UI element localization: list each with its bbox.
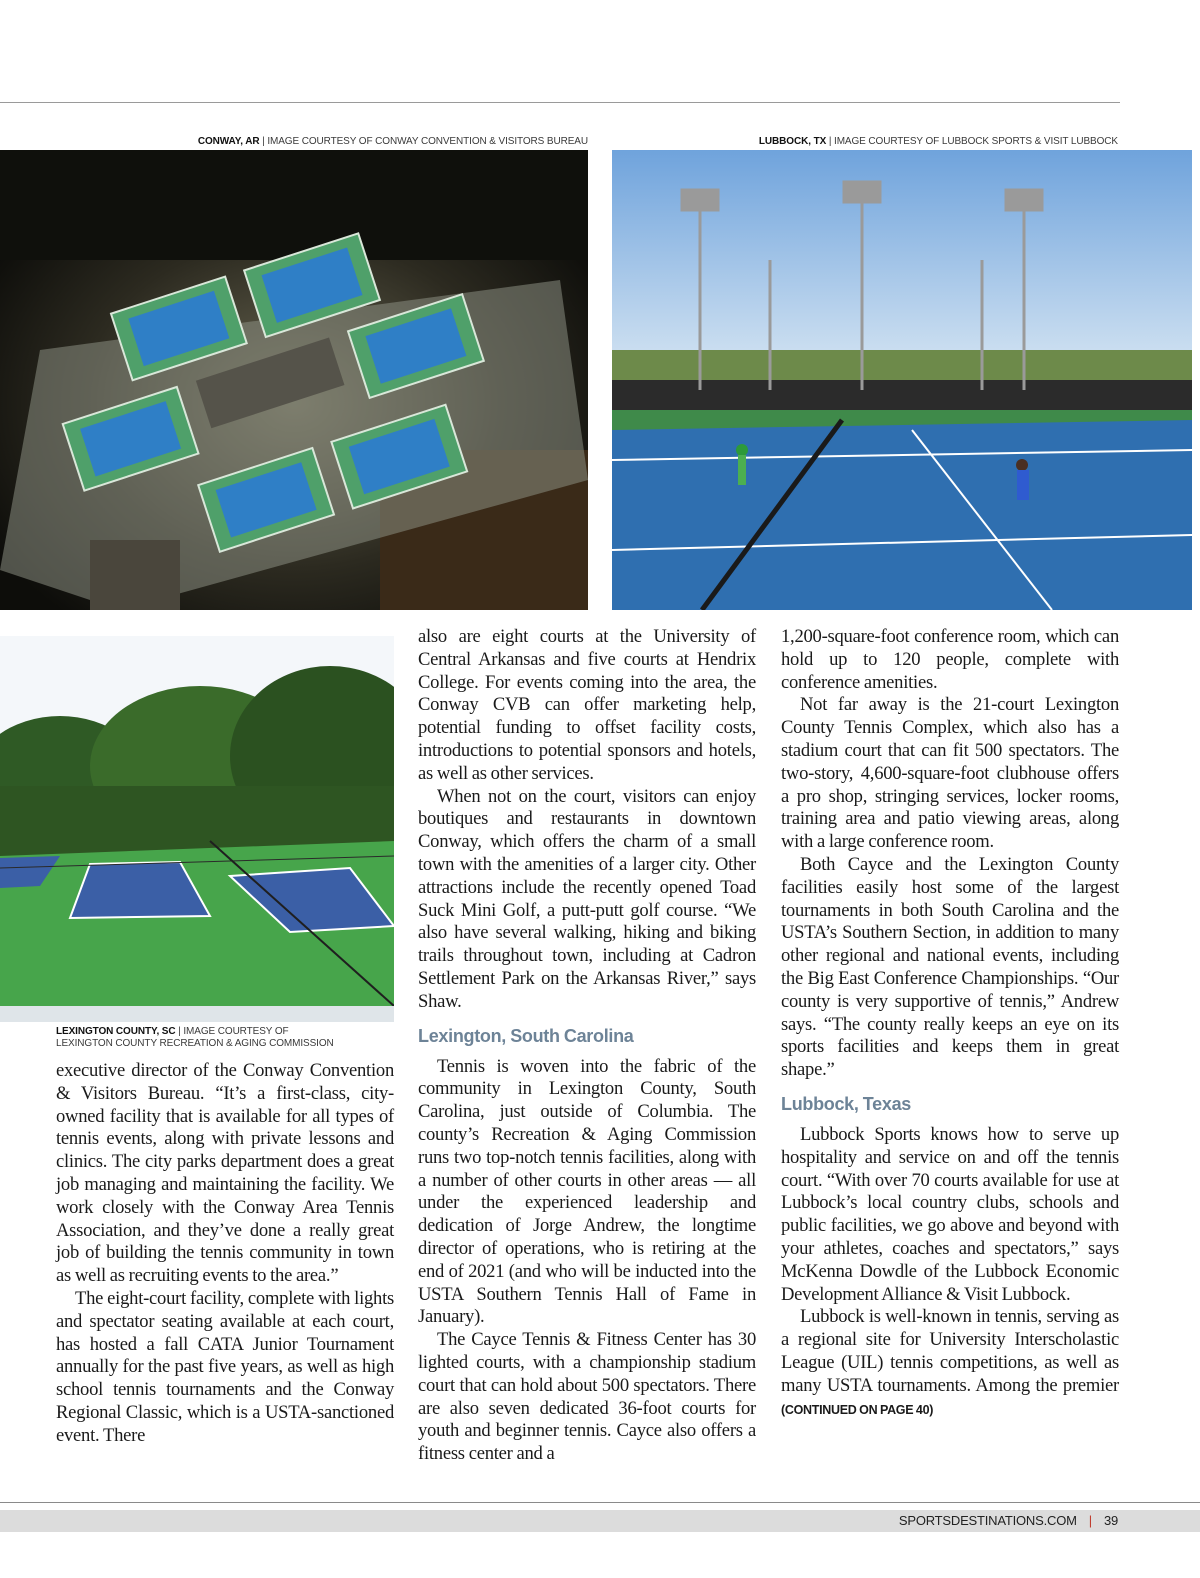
photo-lubbock-courts [612,150,1192,610]
top-rule [0,102,1120,103]
paragraph: Tennis is woven into the fabric of the community in Lexington County, South Carolina, just outside of Columbia. The county’s Recreation & Aging Commission runs two top-notch tennis facilities, along with a number of other courts in other areas — all under the experienced leadership and dedication of Jorge Andrew, the longtime director of operations, who is retiring at the end of 2021 (and who will be inducted into the USTA Southern Tennis Hall of Fame in January). [418,1055,756,1328]
paragraph: 1,200-square-foot conference room, which can hold up to 120 people, complete with conference amenities. [781,626,1119,693]
caption-place: CONWAY, AR [197,136,260,147]
photo-conway-courts [0,150,588,610]
page-footer [899,1513,1118,1528]
page-number: 39 [1103,1513,1118,1528]
continued-note: (CONTINUED ON PAGE 40) [781,1402,934,1417]
paragraph-text: Lubbock is well-known in tennis, serving as a regional site for University Interscholastic League (UIL) tennis competitions, as well as many USTA tournaments. Among the premier [781,1306,1119,1396]
paragraph: Not far away is the 21-court Lexington County Tennis Complex, which also has a stadium court that can fit 500 spectators. The two-story, 4,600-square-foot clubhouse offers a pro shop, stringing services, locker rooms, training area and patio viewing areas, along with a large conference room. [781,694,1119,853]
caption-place: LUBBOCK, TX [758,136,827,147]
paragraph: The Cayce Tennis & Fitness Center has 30 lighted courts, with a championship stadium court that can hold about 500 spectators. There are also seven dedicated 36-foot courts for youth and beginner tennis. Cayce also offers a fitness center and a [418,1329,756,1465]
photo-caption-lexington: LEXINGTON COUNTY, SC | IMAGE COURTESY OF LEXINGTON COUNTY RECREATION & AGING COMMISSION [56,1026,334,1049]
caption-credit: IMAGE COURTESY OF LUBBOCK SPORTS & VISIT LUBBOCK [834,136,1118,147]
footer-site: SPORTSDESTINATIONS.COM [898,1513,1077,1528]
photo-lexington-courts [0,636,394,1022]
photo-caption-conway: CONWAY, AR | IMAGE COURTESY OF CONWAY CONVENTION & VISITORS BUREAU [197,136,588,147]
paragraph: Both Cayce and the Lexington County facilities easily host some of the largest tournaments in both South Carolina and the USTA’s Southern Section, in addition to many other regional and national events, including the Big East Conference Championships. “Our county is very supportive of tennis,” Andrew says. “The county really keeps an eye on its sports facilities and keeps them in great shape.” [781,853,1119,1081]
paragraph: Lubbock Sports knows how to serve up hospitality and service on and off the tennis court. “With over 70 courts available for use at Lubbock’s local country clubs, schools and public facilities, we go above and beyond with your athletes, coaches and spectators,” says McKenna Dowdle of the Lubbock Economic Development Alliance & Visit Lubbock. [781,1123,1119,1305]
paragraph-last [781,1306,1119,1421]
section-heading-lubbock: Lubbock, Texas [781,1093,912,1114]
paragraph: When not on the court, visitors can enjoy boutiques and restaurants in downtown Conway, which offers the charm of a small town with the amenities of a larger city. Other attractions include the recently opened Toad Suck Mini Golf, a putt-putt golf course. “We also have several walking, hiking and biking trails throughout town, including at Cadron Settlement Park on the Arkansas River,” says Shaw. [418,785,756,1012]
paragraph: executive director of the Conway Convention & Visitors Bureau. “It’s a first-class, city-owned facility that is available for all types of tennis events, along with private lessons and clinics. The city parks department does a great job managing and maintaining the facility. We work closely with the Conway Area Tennis Association, and they’ve done a really great job of building the tennis community in town as well as recruiting events to the area.” [56,1060,394,1287]
section-heading-lexington: Lexington, South Carolina [418,1025,634,1046]
article-column-2 [418,626,756,1466]
caption-credit: IMAGE COURTESY OF [183,1026,289,1037]
article-column-3 [781,626,1119,1421]
footer-rule [0,1502,1200,1503]
caption-place: LEXINGTON COUNTY, SC [56,1026,176,1037]
article-column-1 [56,1060,394,1448]
photo-caption-lubbock: LUBBOCK, TX | IMAGE COURTESY OF LUBBOCK SPORTS & VISIT LUBBOCK [758,136,1118,147]
caption-credit: LEXINGTON COUNTY RECREATION & AGING COMMISSION [56,1038,334,1049]
caption-credit: IMAGE COURTESY OF CONWAY CONVENTION & VISITORS BUREAU [267,136,588,147]
paragraph: also are eight courts at the University of Central Arkansas and five courts at Hendrix College. For events coming into the area, the Conway CVB can offer marketing help, potential funding to offset facility costs, introductions to potential sponsors and hotels, as well as other services. [418,626,756,784]
footer-separator: | [1088,1513,1092,1528]
paragraph: The eight-court facility, complete with lights and spectator seating available at each court, has hosted a fall CATA Junior Tournament annually for the past five years, as well as high school tennis tournaments and the Conway Regional Classic, which is a USTA-sanctioned event. There [56,1287,394,1446]
